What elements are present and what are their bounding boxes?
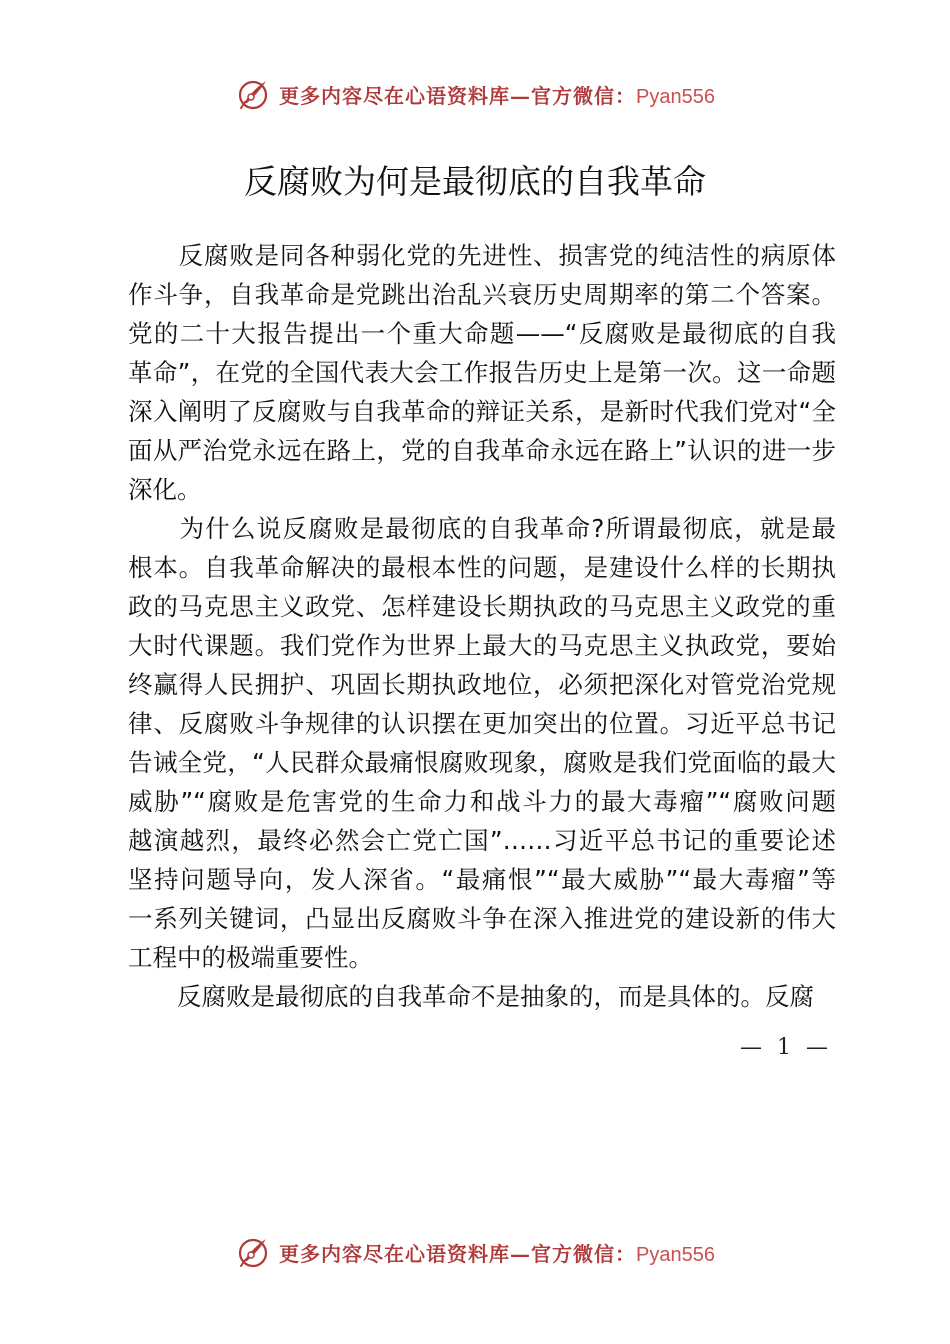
text-line: 根本。自我革命解决的最根本性的问题，是建设什么样的长期执 <box>128 553 836 582</box>
text-line: 威胁”“腐败是危害党的生命力和战斗力的最大毒瘤”“腐败问题 <box>128 787 836 816</box>
watermark-text <box>279 1238 715 1267</box>
page-number: — 1 — <box>740 1035 832 1060</box>
text-line: 告诫全党，“人民群众最痛恨腐败现象，腐败是我们党面临的最大 <box>128 748 836 777</box>
text-line: 大时代课题。我们党作为世界上最大的马克思主义执政党，要始 <box>128 631 836 660</box>
watermark-wechat-id: Pyan556 <box>636 85 715 108</box>
quill-seal-logo-icon <box>235 76 271 112</box>
document-title: 反腐败为何是最彻底的自我革命 <box>244 162 706 201</box>
text-line: 终赢得人民拥护、巩固长期执政地位，必须把深化对管党治党规 <box>128 670 836 699</box>
text-line: 深入阐明了反腐败与自我革命的辩证关系，是新时代我们党对“全 <box>128 397 836 426</box>
paragraph-3 <box>128 977 836 1016</box>
top-watermark-banner <box>0 74 950 114</box>
text-line: 律、反腐败斗争规律的认识摆在更加突出的位置。习近平总书记 <box>128 709 836 738</box>
text-line: 党的二十大报告提出一个重大命题——“反腐败是最彻底的自我 <box>128 319 836 348</box>
bottom-watermark-banner <box>0 1232 950 1272</box>
quill-seal-logo-icon <box>235 1234 271 1270</box>
watermark-text <box>279 80 715 109</box>
text-line: 为什么说反腐败是最彻底的自我革命?所谓最彻底，就是最 <box>128 514 836 543</box>
text-line: 坚持问题导向，发人深省。“最痛恨”“最大威胁”“最大毒瘤”等 <box>128 865 836 894</box>
text-line: 作斗争，自我革命是党跳出治乱兴衰历史周期率的第二个答案。 <box>128 280 836 309</box>
text-line: 反腐败是最彻底的自我革命不是抽象的，而是具体的。反腐 <box>128 982 814 1011</box>
text-line: 工程中的极端重要性。 <box>128 943 373 972</box>
watermark-label: 更多内容尽在心语资料库—官方微信： <box>279 83 637 108</box>
text-line: 政的马克思主义政党、怎样建设长期执政的马克思主义政党的重 <box>128 592 836 621</box>
paragraph-1 <box>128 236 836 509</box>
text-line: 深化。 <box>128 475 202 504</box>
text-line: 一系列关键词，凸显出反腐败斗争在深入推进党的建设新的伟大 <box>128 904 836 933</box>
text-line: 越演越烈，最终必然会亡党亡国”……习近平总书记的重要论述 <box>128 826 836 855</box>
paragraph-2 <box>128 509 836 977</box>
text-line: 反腐败是同各种弱化党的先进性、损害党的纯洁性的病原体 <box>128 241 836 270</box>
text-line: 面从严治党永远在路上，党的自我革命永远在路上”认识的进一步 <box>128 436 836 465</box>
watermark-wechat-id: Pyan556 <box>636 1243 715 1266</box>
text-line: 革命”，在党的全国代表大会工作报告历史上是第一次。这一命题 <box>128 358 836 387</box>
watermark-label: 更多内容尽在心语资料库—官方微信： <box>279 1241 637 1266</box>
